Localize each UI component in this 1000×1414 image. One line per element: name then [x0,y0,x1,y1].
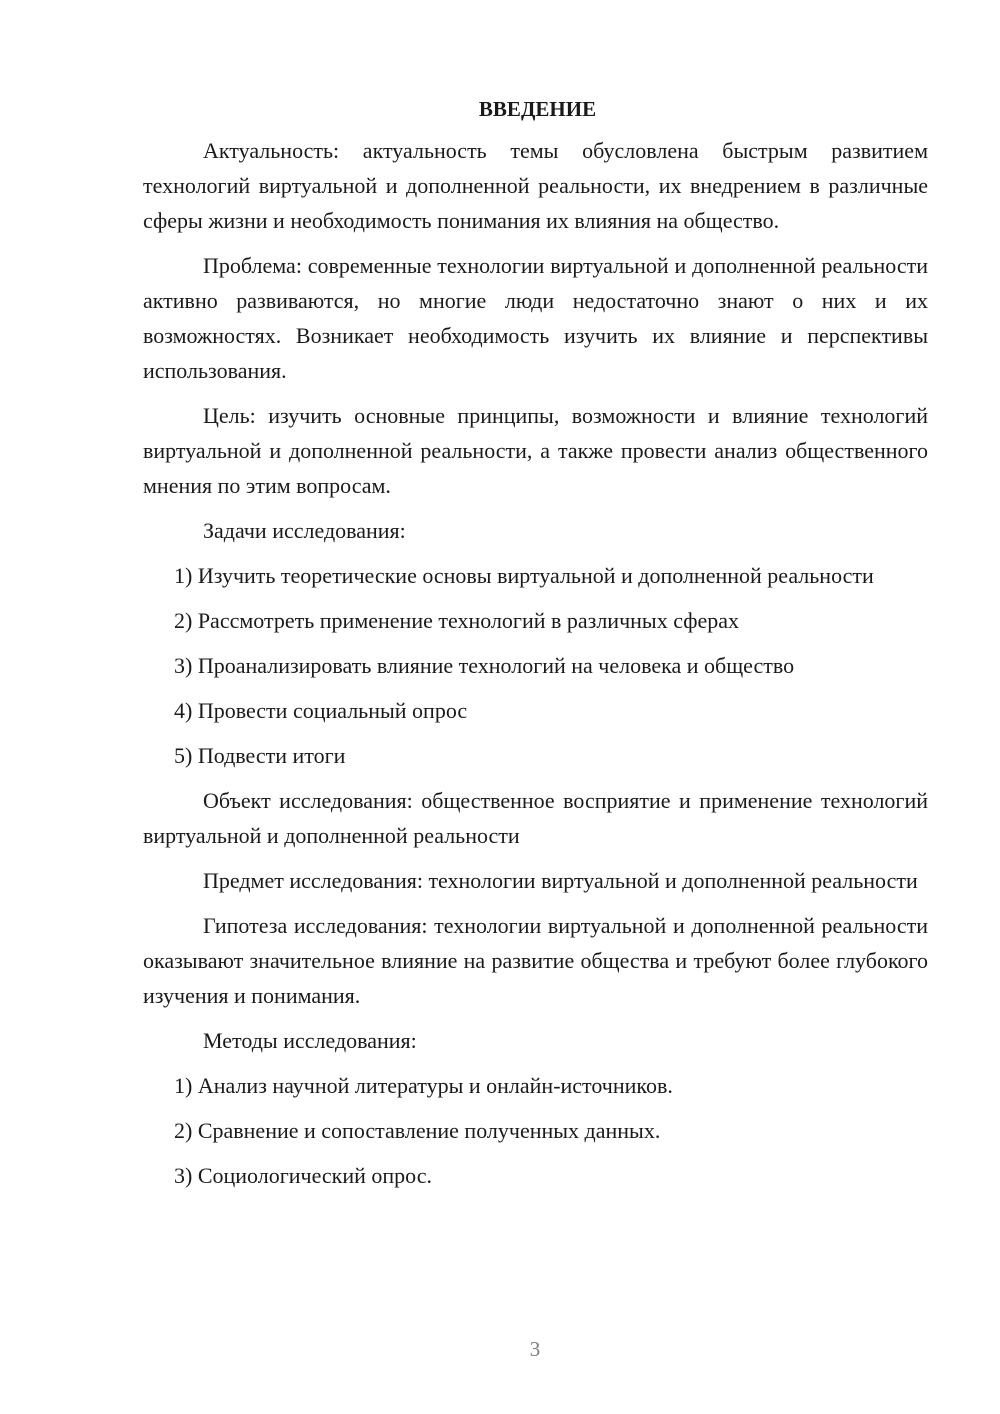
hypothesis-paragraph: Гипотеза исследования: технологии виртуальной и дополненной реальности оказывают значительное влияние на развитие общества и требуют более глубокого изучения и понимания. [143,913,928,1008]
task-item-3: 3) Проанализировать влияние технологий на человека и общество [174,653,795,678]
task-item-4: 4) Провести социальный опрос [174,698,468,723]
method-item-3: 3) Социологический опрос. [174,1163,432,1188]
task-item-2: 2) Рассмотреть применение технологий в различных сферах [174,608,740,633]
task-item-1: 1) Изучить теоретические основы виртуальной и дополненной реальности [174,563,874,588]
page-title: ВВЕДЕНИЕ [478,97,597,121]
document-page [143,92,928,1203]
problem-paragraph: Проблема: современные технологии виртуальной и дополненной реальности активно развиваются, но многие люди недостаточно знают о них и их возможностях. Возникает необходимость изучить их влияние и перспективы использования. [143,253,928,383]
task-item-5: 5) Подвести итоги [174,743,346,768]
page-number: 3 [529,1337,541,1361]
tasks-heading: Задачи исследования: [203,518,406,543]
object-paragraph: Объект исследования: общественное восприятие и применение технологий виртуальной и дополненной реальности [143,788,928,848]
subject-paragraph: Предмет исследования: технологии виртуальной и дополненной реальности [203,868,918,893]
method-item-1: 1) Анализ научной литературы и онлайн-источников. [174,1073,673,1098]
goal-paragraph: Цель: изучить основные принципы, возможности и влияние технологий виртуальной и дополненной реальности, а также провести анализ общественного мнения по этим вопросам. [143,403,928,498]
methods-heading: Методы исследования: [203,1028,417,1053]
relevance-paragraph: Актуальность: актуальность темы обусловлена быстрым развитием технологий виртуальной и дополненной реальности, их внедрением в различные сферы жизни и необходимость понимания их влияния на общество. [143,138,928,233]
method-item-2: 2) Сравнение и сопоставление полученных данных. [174,1118,661,1143]
